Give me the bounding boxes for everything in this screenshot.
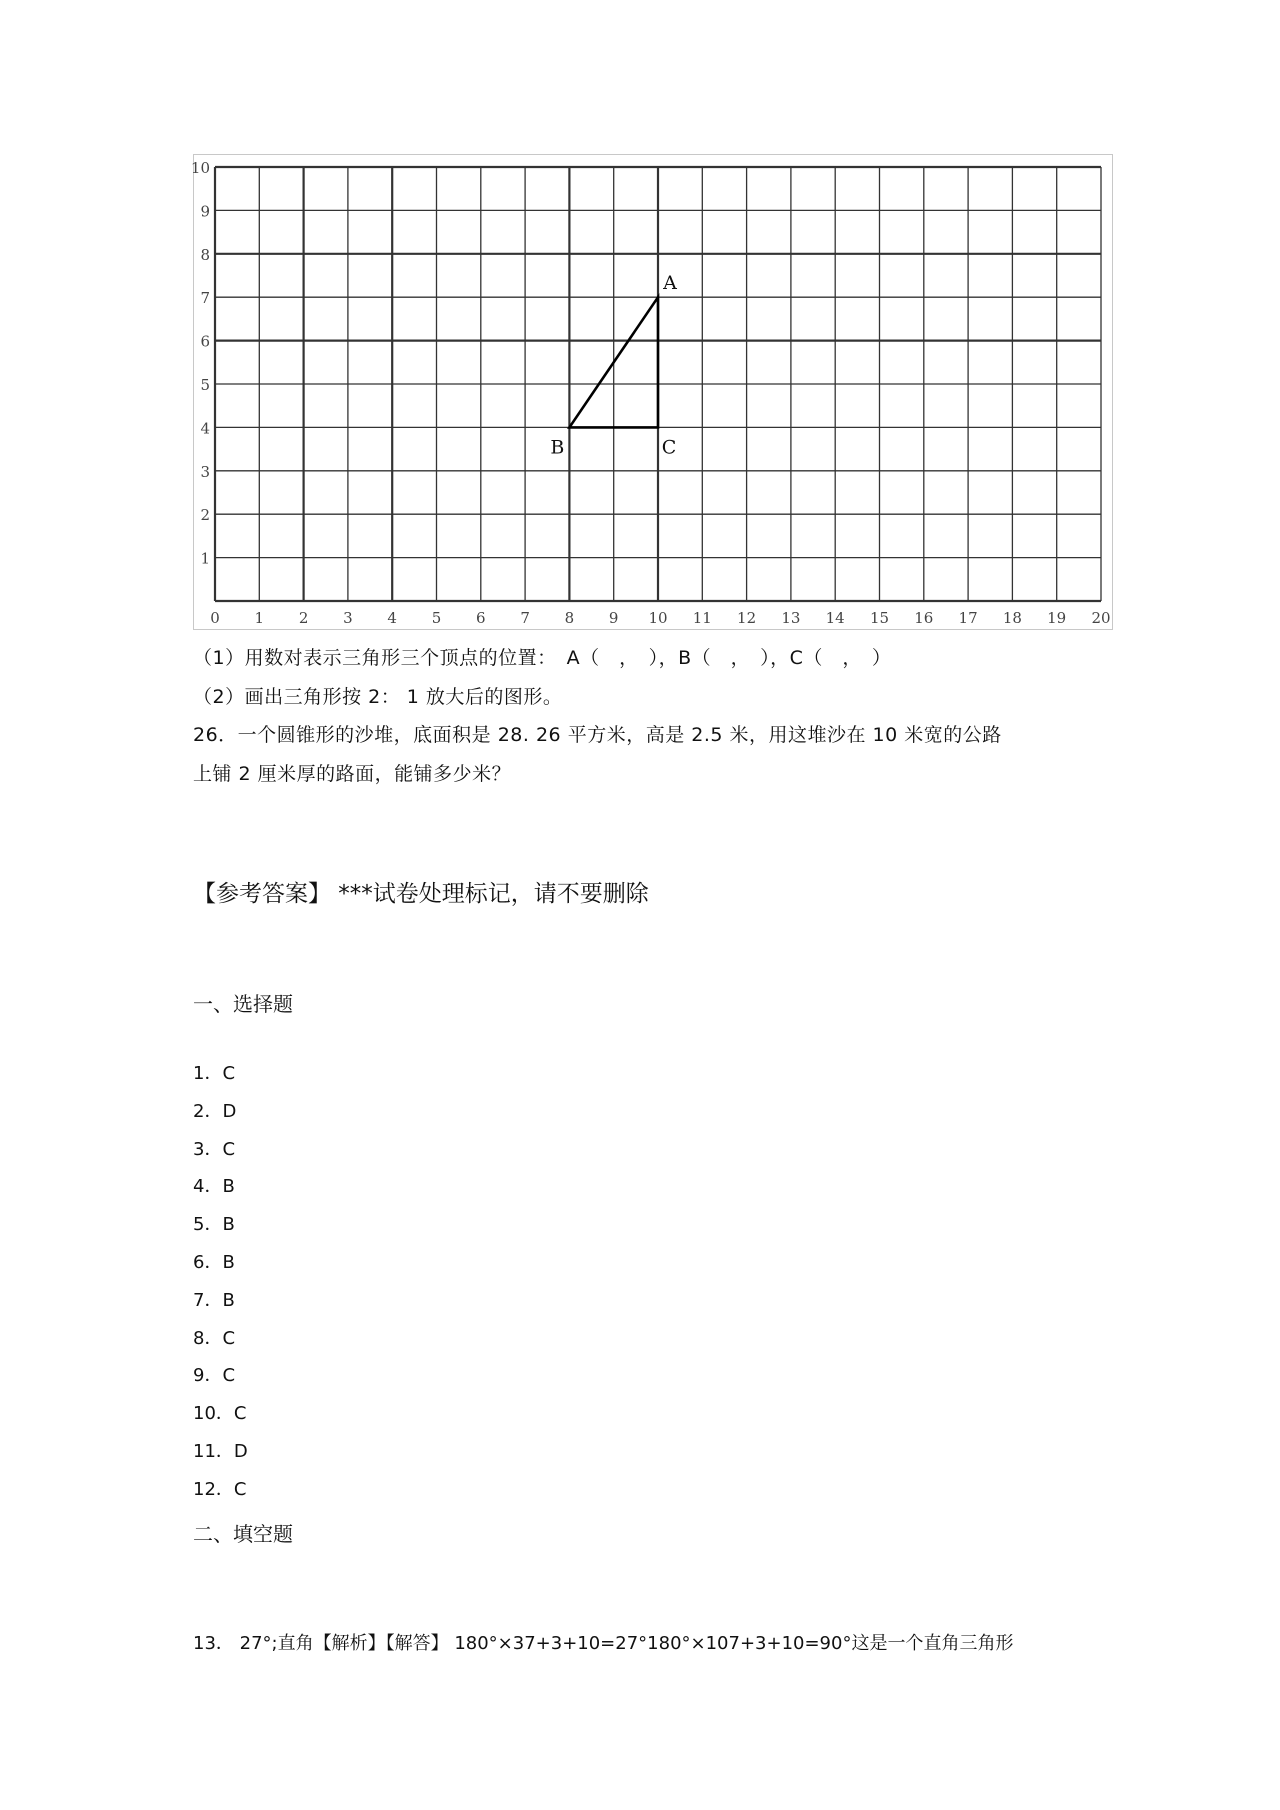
x-axis-tick-label: 18 — [1002, 609, 1022, 627]
x-axis-tick-label: 6 — [476, 609, 486, 627]
x-axis-tick-label: 10 — [648, 609, 668, 627]
x-axis-tick-label: 0 — [210, 609, 220, 627]
x-axis-tick-label: 1 — [254, 609, 265, 627]
answer-header: 【参考答案】 ***试卷处理标记，请不要删除 — [193, 881, 649, 907]
y-axis-tick-label: 2 — [200, 506, 210, 525]
y-axis-tick-label: 6 — [200, 332, 210, 351]
y-axis-tick-label: 8 — [200, 245, 210, 264]
x-axis-tick-label: 2 — [298, 609, 309, 627]
choice-answer-item: 3．C — [193, 1139, 236, 1160]
vertex-label-a: A — [663, 272, 677, 295]
x-axis-tick-label: 15 — [869, 609, 890, 627]
choice-answer-item: 10．C — [193, 1403, 247, 1424]
x-axis-tick-label: 3 — [343, 609, 353, 627]
y-axis-tick-label: 5 — [200, 376, 210, 394]
x-axis-tick-label: 7 — [520, 609, 530, 627]
x-axis-tick-label: 20 — [1091, 609, 1111, 627]
y-axis-tick-label: 1 — [200, 549, 210, 568]
x-axis-tick-label: 12 — [737, 609, 757, 627]
x-axis-tick-label: 13 — [781, 609, 801, 627]
section-choice-title: 一、选择题 — [193, 992, 293, 1016]
x-axis-tick-label: 11 — [692, 609, 712, 627]
x-axis-tick-label: 14 — [825, 609, 845, 627]
answer-13: 13． 27°;直角【解析】【解答】 180°×37+3+10=27°180°×107+3+10=90°这是一个直角三角形 — [193, 1633, 1014, 1654]
choice-answer-item: 8．C — [193, 1328, 236, 1349]
coordinate-grid — [190, 155, 1112, 629]
section-fill-title: 二、填空题 — [193, 1522, 293, 1546]
x-axis-tick-label: 5 — [431, 609, 442, 627]
question-25-part-1: （1）用数对表示三角形三个顶点的位置： A（ ， ），B（ ， ），C（ ， ） — [193, 647, 892, 669]
question-26-line-2: 上铺 2 厘米厚的路面，能铺多少米？ — [193, 763, 512, 785]
x-axis-tick-label: 8 — [564, 609, 575, 627]
choice-answer-item: 9．C — [193, 1365, 236, 1386]
x-axis-tick-label: 16 — [914, 609, 934, 627]
vertex-label-b: B — [550, 436, 565, 459]
choice-answer-item: 11．D — [193, 1441, 248, 1462]
choice-answer-item: 2．D — [193, 1101, 237, 1122]
x-axis-tick-label: 4 — [387, 609, 397, 627]
x-axis-tick-label: 9 — [608, 609, 619, 627]
y-axis-tick-label: 4 — [200, 419, 210, 438]
choice-answer-item: 1．C — [193, 1063, 236, 1084]
choice-answer-item: 6．B — [193, 1252, 235, 1273]
question-25-part-2: （2）画出三角形按 2： 1 放大后的图形。 — [193, 686, 563, 708]
y-axis-tick-label: 9 — [200, 202, 210, 221]
choice-answer-item: 4．B — [193, 1176, 235, 1197]
choice-answer-item: 7．B — [193, 1290, 235, 1311]
question-26-line-1: 26．一个圆锥形的沙堆，底面积是 28. 26 平方米，高是 2.5 米，用这堆沙在 10 米宽的公路 — [193, 724, 1002, 746]
y-axis-tick-label: 10 — [190, 159, 210, 177]
y-axis-tick-label: 3 — [200, 462, 210, 481]
coordinate-grid-figure — [190, 154, 1113, 630]
x-axis-tick-label: 19 — [1047, 609, 1067, 627]
choice-answer-item: 12．C — [193, 1479, 247, 1500]
vertex-label-c: C — [661, 436, 677, 459]
choice-answer-item: 5．B — [193, 1214, 235, 1235]
x-axis-tick-label: 17 — [958, 609, 978, 627]
y-axis-tick-label: 7 — [200, 289, 210, 308]
